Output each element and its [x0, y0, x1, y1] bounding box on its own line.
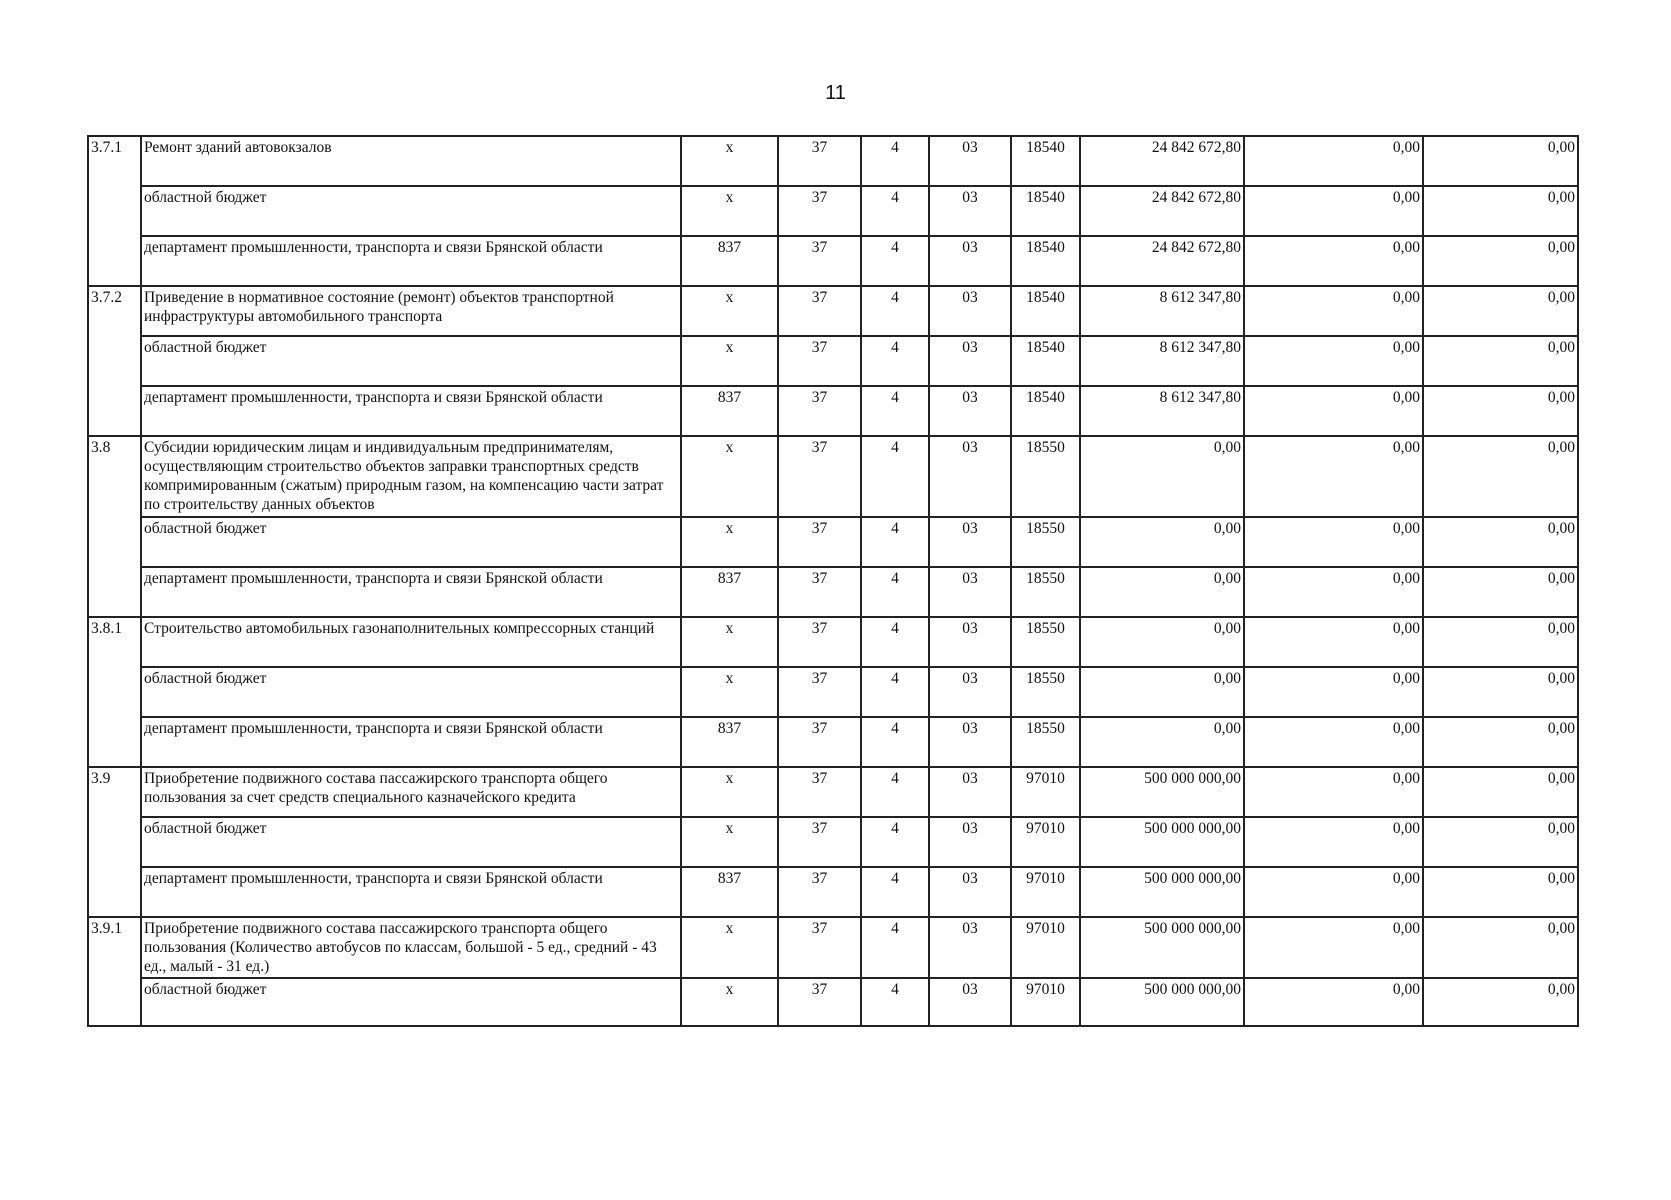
- cell-code-5: 97010: [1011, 817, 1080, 867]
- cell-amount-3: 0,00: [1423, 978, 1578, 1026]
- cell-code-1: х: [681, 136, 778, 186]
- cell-code-4: 03: [929, 567, 1011, 617]
- cell-amount-1: 500 000 000,00: [1080, 767, 1244, 817]
- cell-code-5: 18540: [1011, 186, 1080, 236]
- table-body: [88, 136, 1578, 1026]
- cell-amount-1: 0,00: [1080, 567, 1244, 617]
- cell-code-5: 18550: [1011, 517, 1080, 567]
- cell-amount-3: 0,00: [1423, 136, 1578, 186]
- cell-amount-1: 0,00: [1080, 436, 1244, 517]
- cell-code-3: 4: [861, 717, 929, 767]
- table-row: [88, 286, 1578, 336]
- budget-table: [87, 135, 1579, 1027]
- cell-code-3: 4: [861, 667, 929, 717]
- cell-amount-3: 0,00: [1423, 236, 1578, 286]
- table-row: [88, 767, 1578, 817]
- cell-code-5: 97010: [1011, 767, 1080, 817]
- cell-code-2: 37: [778, 867, 861, 917]
- cell-name: департамент промышленности, транспорта и связи Брянской области: [141, 567, 681, 617]
- cell-name: департамент промышленности, транспорта и связи Брянской области: [141, 717, 681, 767]
- cell-amount-3: 0,00: [1423, 386, 1578, 436]
- table-row: [88, 917, 1578, 978]
- table-row: [88, 517, 1578, 567]
- cell-code-3: 4: [861, 517, 929, 567]
- cell-code-4: 03: [929, 978, 1011, 1026]
- table-row: [88, 236, 1578, 286]
- cell-amount-2: 0,00: [1244, 817, 1423, 867]
- cell-code-2: 37: [778, 286, 861, 336]
- cell-code-2: 37: [778, 186, 861, 236]
- table-row: [88, 617, 1578, 667]
- cell-index: 3.8: [88, 436, 141, 617]
- cell-amount-3: 0,00: [1423, 817, 1578, 867]
- cell-name: департамент промышленности, транспорта и связи Брянской области: [141, 236, 681, 286]
- cell-amount-1: 500 000 000,00: [1080, 867, 1244, 917]
- cell-code-3: 4: [861, 436, 929, 517]
- cell-code-1: х: [681, 617, 778, 667]
- cell-amount-2: 0,00: [1244, 917, 1423, 978]
- cell-code-2: 37: [778, 567, 861, 617]
- cell-code-2: 37: [778, 667, 861, 717]
- cell-amount-3: 0,00: [1423, 436, 1578, 517]
- cell-index: 3.8.1: [88, 617, 141, 767]
- cell-name: Приобретение подвижного состава пассажирского транспорта общего пользования за счет средств специального казначейского кредита: [141, 767, 681, 817]
- cell-name: Приведение в нормативное состояние (ремонт) объектов транспортной инфраструктуры автомобильного транспорта: [141, 286, 681, 336]
- cell-code-5: 18540: [1011, 386, 1080, 436]
- cell-amount-2: 0,00: [1244, 717, 1423, 767]
- cell-code-1: х: [681, 767, 778, 817]
- table-row: [88, 867, 1578, 917]
- cell-index: 3.9.1: [88, 917, 141, 1026]
- cell-name: областной бюджет: [141, 336, 681, 386]
- table-row: [88, 336, 1578, 386]
- cell-code-1: 837: [681, 386, 778, 436]
- cell-code-4: 03: [929, 817, 1011, 867]
- cell-code-3: 4: [861, 867, 929, 917]
- cell-name: Приобретение подвижного состава пассажирского транспорта общего пользования (Количество автобусов по классам, большой - 5 ед., средний - 43 ед., малый - 31 ед.): [141, 917, 681, 978]
- cell-code-4: 03: [929, 867, 1011, 917]
- table-row: [88, 717, 1578, 767]
- cell-code-5: 18550: [1011, 567, 1080, 617]
- cell-code-4: 03: [929, 617, 1011, 667]
- cell-amount-1: 0,00: [1080, 617, 1244, 667]
- cell-amount-3: 0,00: [1423, 867, 1578, 917]
- cell-code-1: 837: [681, 567, 778, 617]
- cell-code-5: 18540: [1011, 336, 1080, 386]
- cell-name: областной бюджет: [141, 517, 681, 567]
- cell-code-4: 03: [929, 236, 1011, 286]
- cell-amount-3: 0,00: [1423, 186, 1578, 236]
- page-number: 11: [825, 82, 846, 104]
- cell-amount-2: 0,00: [1244, 767, 1423, 817]
- cell-amount-2: 0,00: [1244, 617, 1423, 667]
- cell-amount-3: 0,00: [1423, 336, 1578, 386]
- cell-code-3: 4: [861, 917, 929, 978]
- cell-amount-3: 0,00: [1423, 286, 1578, 336]
- cell-name: Строительство автомобильных газонаполнительных компрессорных станций: [141, 617, 681, 667]
- cell-code-2: 37: [778, 386, 861, 436]
- cell-code-4: 03: [929, 436, 1011, 517]
- cell-amount-1: 8 612 347,80: [1080, 386, 1244, 436]
- cell-amount-2: 0,00: [1244, 517, 1423, 567]
- cell-code-2: 37: [778, 717, 861, 767]
- cell-code-2: 37: [778, 336, 861, 386]
- cell-code-4: 03: [929, 717, 1011, 767]
- table-row: [88, 136, 1578, 186]
- table-row: [88, 978, 1578, 1026]
- cell-code-3: 4: [861, 186, 929, 236]
- cell-amount-1: 24 842 672,80: [1080, 136, 1244, 186]
- cell-index: 3.7.2: [88, 286, 141, 436]
- cell-amount-1: 24 842 672,80: [1080, 186, 1244, 236]
- table-row: [88, 386, 1578, 436]
- cell-code-3: 4: [861, 817, 929, 867]
- cell-code-4: 03: [929, 767, 1011, 817]
- cell-code-3: 4: [861, 617, 929, 667]
- cell-name: областной бюджет: [141, 978, 681, 1026]
- cell-amount-2: 0,00: [1244, 978, 1423, 1026]
- cell-amount-1: 8 612 347,80: [1080, 286, 1244, 336]
- cell-amount-3: 0,00: [1423, 767, 1578, 817]
- cell-amount-1: 0,00: [1080, 517, 1244, 567]
- cell-code-2: 37: [778, 136, 861, 186]
- cell-code-1: 837: [681, 717, 778, 767]
- cell-index: 3.9: [88, 767, 141, 917]
- cell-amount-1: 500 000 000,00: [1080, 817, 1244, 867]
- cell-index: 3.7.1: [88, 136, 141, 286]
- cell-amount-2: 0,00: [1244, 667, 1423, 717]
- cell-amount-2: 0,00: [1244, 386, 1423, 436]
- cell-amount-1: 0,00: [1080, 667, 1244, 717]
- cell-amount-3: 0,00: [1423, 617, 1578, 667]
- cell-code-2: 37: [778, 517, 861, 567]
- cell-code-5: 18540: [1011, 286, 1080, 336]
- cell-name: областной бюджет: [141, 667, 681, 717]
- table-row: [88, 567, 1578, 617]
- cell-code-1: х: [681, 436, 778, 517]
- cell-code-2: 37: [778, 767, 861, 817]
- cell-code-5: 18550: [1011, 617, 1080, 667]
- cell-amount-3: 0,00: [1423, 717, 1578, 767]
- cell-code-2: 37: [778, 917, 861, 978]
- cell-amount-3: 0,00: [1423, 917, 1578, 978]
- cell-amount-2: 0,00: [1244, 186, 1423, 236]
- cell-code-3: 4: [861, 286, 929, 336]
- cell-amount-2: 0,00: [1244, 567, 1423, 617]
- cell-code-2: 37: [778, 236, 861, 286]
- cell-code-4: 03: [929, 667, 1011, 717]
- cell-name: Субсидии юридическим лицам и индивидуальным предпринимателям, осуществляющим строительство объектов заправки транспортных средств компримированным (сжатым) природным газом, на компенсацию части затрат по строительству данных объектов: [141, 436, 681, 517]
- cell-code-5: 18550: [1011, 436, 1080, 517]
- table-row: [88, 186, 1578, 236]
- cell-code-1: 837: [681, 867, 778, 917]
- cell-code-3: 4: [861, 336, 929, 386]
- table-row: [88, 667, 1578, 717]
- cell-code-5: 18550: [1011, 717, 1080, 767]
- cell-amount-2: 0,00: [1244, 436, 1423, 517]
- cell-code-5: 18540: [1011, 236, 1080, 286]
- cell-code-1: 837: [681, 236, 778, 286]
- cell-code-5: 18550: [1011, 667, 1080, 717]
- cell-amount-1: 8 612 347,80: [1080, 336, 1244, 386]
- cell-code-1: х: [681, 817, 778, 867]
- cell-code-3: 4: [861, 386, 929, 436]
- cell-code-1: х: [681, 186, 778, 236]
- cell-code-1: х: [681, 667, 778, 717]
- cell-code-2: 37: [778, 436, 861, 517]
- cell-amount-3: 0,00: [1423, 517, 1578, 567]
- table-row: [88, 436, 1578, 517]
- cell-amount-2: 0,00: [1244, 286, 1423, 336]
- cell-name: Ремонт зданий автовокзалов: [141, 136, 681, 186]
- cell-code-4: 03: [929, 136, 1011, 186]
- cell-code-3: 4: [861, 236, 929, 286]
- cell-code-1: х: [681, 286, 778, 336]
- cell-code-5: 97010: [1011, 867, 1080, 917]
- cell-code-3: 4: [861, 767, 929, 817]
- cell-code-4: 03: [929, 517, 1011, 567]
- cell-code-5: 97010: [1011, 978, 1080, 1026]
- cell-amount-2: 0,00: [1244, 136, 1423, 186]
- cell-amount-1: 0,00: [1080, 717, 1244, 767]
- cell-code-1: х: [681, 517, 778, 567]
- cell-code-4: 03: [929, 186, 1011, 236]
- cell-amount-2: 0,00: [1244, 236, 1423, 286]
- cell-code-3: 4: [861, 136, 929, 186]
- cell-code-4: 03: [929, 336, 1011, 386]
- cell-amount-1: 500 000 000,00: [1080, 978, 1244, 1026]
- cell-code-1: х: [681, 336, 778, 386]
- cell-code-4: 03: [929, 286, 1011, 336]
- cell-amount-2: 0,00: [1244, 336, 1423, 386]
- cell-name: департамент промышленности, транспорта и связи Брянской области: [141, 867, 681, 917]
- cell-code-2: 37: [778, 617, 861, 667]
- cell-name: областной бюджет: [141, 817, 681, 867]
- cell-amount-1: 500 000 000,00: [1080, 917, 1244, 978]
- table-row: [88, 817, 1578, 867]
- cell-code-5: 18540: [1011, 136, 1080, 186]
- cell-code-3: 4: [861, 567, 929, 617]
- cell-amount-2: 0,00: [1244, 867, 1423, 917]
- cell-code-5: 97010: [1011, 917, 1080, 978]
- cell-amount-3: 0,00: [1423, 667, 1578, 717]
- cell-code-4: 03: [929, 386, 1011, 436]
- cell-code-1: х: [681, 917, 778, 978]
- cell-code-4: 03: [929, 917, 1011, 978]
- cell-amount-1: 24 842 672,80: [1080, 236, 1244, 286]
- cell-name: департамент промышленности, транспорта и связи Брянской области: [141, 386, 681, 436]
- cell-amount-3: 0,00: [1423, 567, 1578, 617]
- cell-code-3: 4: [861, 978, 929, 1026]
- cell-name: областной бюджет: [141, 186, 681, 236]
- cell-code-2: 37: [778, 978, 861, 1026]
- cell-code-1: х: [681, 978, 778, 1026]
- cell-code-2: 37: [778, 817, 861, 867]
